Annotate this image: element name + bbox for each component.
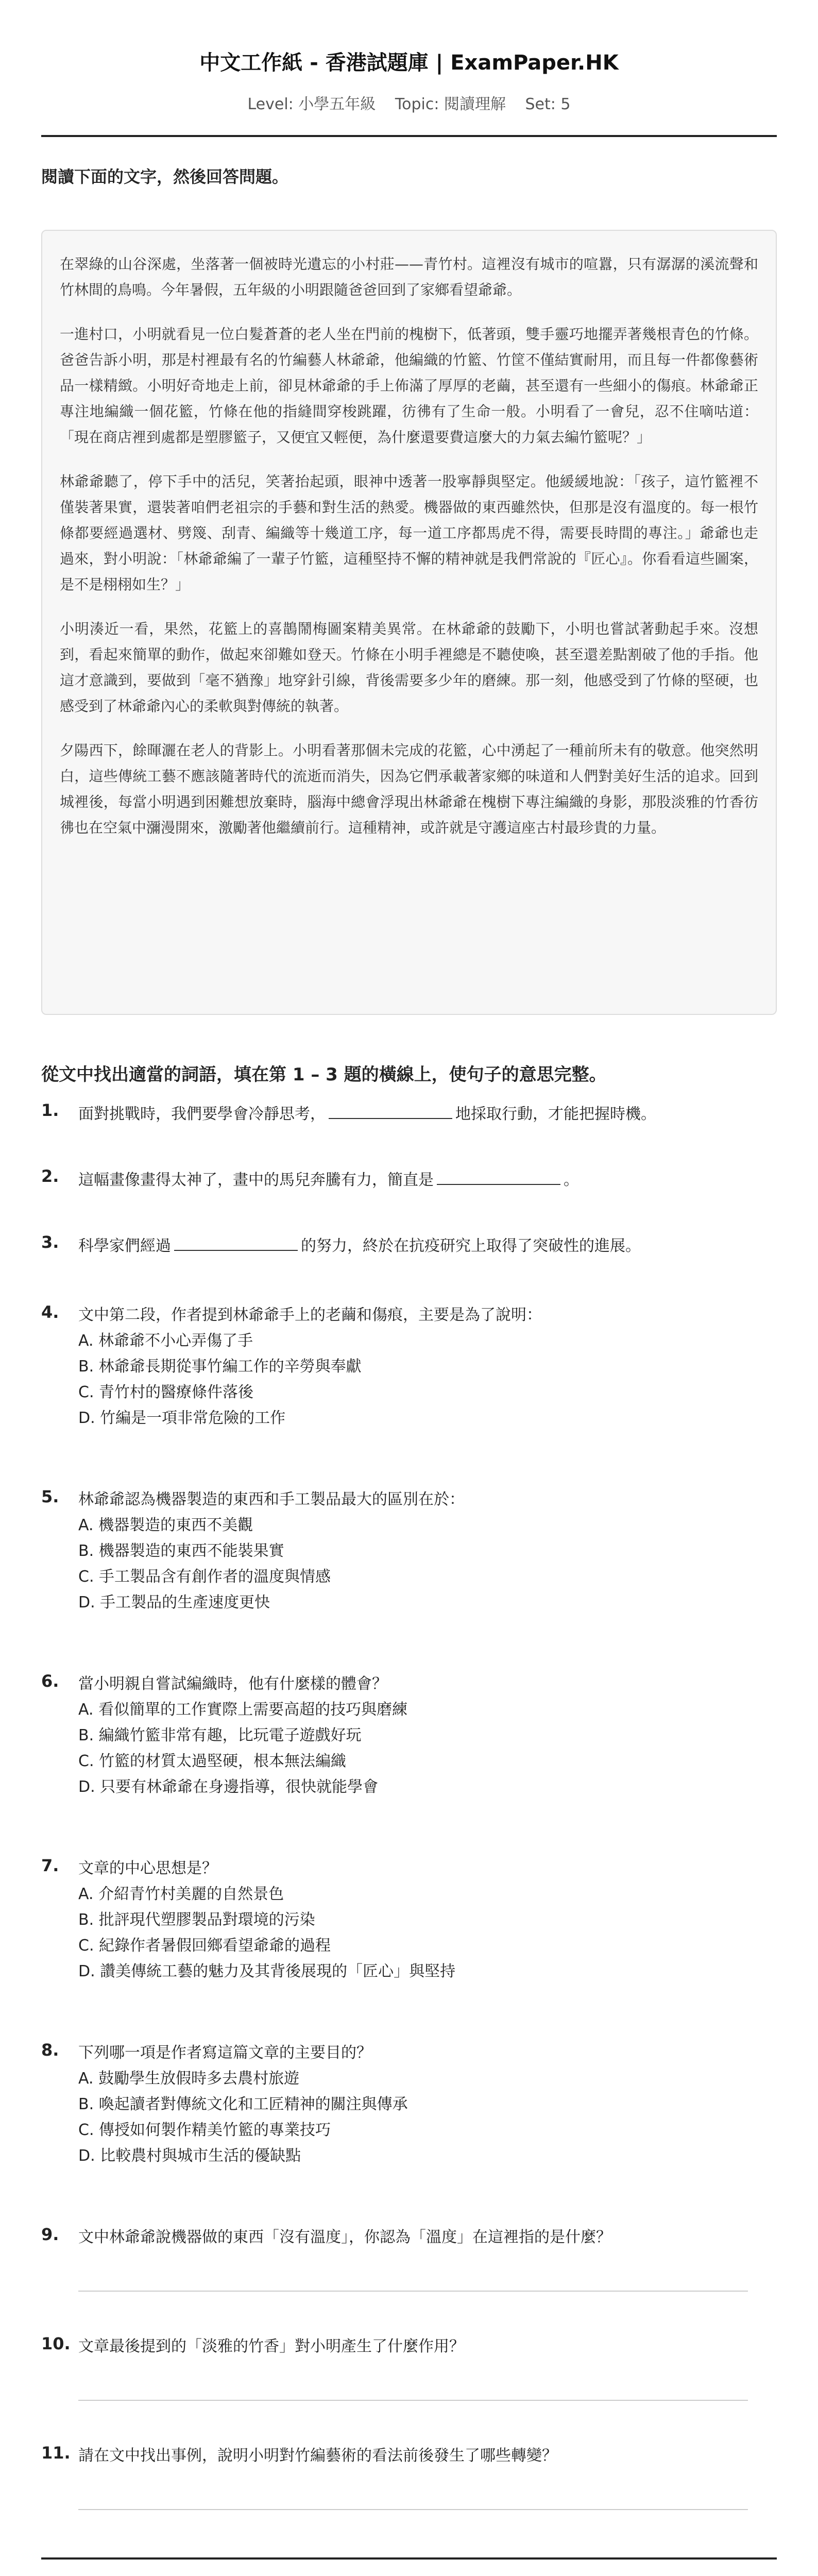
- question-10: [41, 2334, 777, 2401]
- topic-label: Topic: 閱讀理解: [395, 95, 506, 113]
- question-number: 8.: [41, 2040, 59, 2060]
- question-6: [41, 1671, 777, 1800]
- question-7: [41, 1856, 777, 1985]
- passage-paragraph: 在翠綠的山谷深處，坐落著一個被時光遺忘的小村莊——青竹村。這裡沒有城市的喧囂，只有潺潺的溪流聲和竹林間的鳥鳴。今年暑假，五年級的小明跟隨爸爸回到了家鄉看望爺爺。: [60, 256, 758, 298]
- question-text: 面對挑戰時，我們要學會冷靜思考，: [78, 1105, 326, 1123]
- option-a[interactable]: A. 看似簡單的工作實際上需要高超的技巧與磨練: [78, 1701, 408, 1719]
- option-b[interactable]: B. 林爺爺長期從事竹編工作的辛勞與奉獻: [78, 1358, 362, 1376]
- option-c[interactable]: C. 青竹村的醫療條件落後: [78, 1383, 254, 1401]
- question-9: [41, 2225, 777, 2292]
- question-text: 請在文中找出事例，說明小明對竹編藝術的看法前後發生了哪些轉變？: [78, 2447, 557, 2465]
- question-text: 這幅畫像畫得太神了，畫中的馬兒奔騰有力，簡直是: [78, 1171, 434, 1189]
- question-text: 文章最後提到的「淡雅的竹香」對小明產生了什麼作用？: [78, 2337, 465, 2355]
- set-label: Set: 5: [525, 95, 571, 113]
- fill-blank[interactable]: [437, 1166, 560, 1185]
- option-d[interactable]: D. 讚美傳統工藝的魅力及其背後展現的「匠心」與堅持: [78, 1962, 456, 1980]
- page-title: 中文工作紙 - 香港試題庫 | ExamPaper.HK: [199, 51, 619, 75]
- header-divider: [41, 135, 777, 137]
- option-c[interactable]: C. 手工製品含有創作者的溫度與情感: [78, 1568, 331, 1586]
- question-number: 1.: [41, 1100, 59, 1120]
- question-1: [41, 1100, 777, 1127]
- question-text: 林爺爺認為機器製造的東西和手工製品最大的區別在於：: [78, 1490, 465, 1509]
- passage-paragraph: 小明湊近一看，果然，花籃上的喜鵲鬧梅圖案精美異常。在林爺爺的鼓勵下，小明也嘗試著動起手來。沒想到，看起來簡單的動作，做起來卻難如登天。竹條在小明手裡總是不聽使喚，甚至還差點割破了他的手指。他這才意識到，要做到「毫不猶豫」地穿針引線，背後需要多少年的磨練。那一刻，他感受到了竹條的堅硬，也感受到了林爺爺內心的柔軟與對傳統的執著。: [60, 620, 758, 715]
- question-text: 地採取行動，才能把握時機。: [455, 1105, 656, 1123]
- fill-blank[interactable]: [329, 1100, 452, 1119]
- option-d[interactable]: D. 竹編是一項非常危險的工作: [78, 1409, 286, 1427]
- option-b[interactable]: B. 編織竹籃非常有趣，比玩電子遊戲好玩: [78, 1726, 362, 1744]
- option-a[interactable]: A. 鼓勵學生放假時多去農村旅遊: [78, 2070, 300, 2088]
- question-number: 6.: [41, 1671, 59, 1691]
- question-number: 9.: [41, 2225, 59, 2244]
- question-text: 。: [564, 1171, 579, 1189]
- question-text: 文章的中心思想是？: [78, 1859, 217, 1877]
- passage-paragraph: 林爺爺聽了，停下手中的活兒，笑著抬起頭，眼神中透著一股寧靜與堅定。他緩緩地說：「孩子，這竹籃裡不僅裝著果實，還裝著咱們老祖宗的手藝和對生活的熱愛。機器做的東西雖然快，但那是沒有溫度的。每一根竹條都要經過選材、劈篾、刮青、編織等十幾道工序，每一道工序都馬虎不得，需要長時間的專注。」爺爺也走過來，對小明說：「林爺爺編了一輩子竹籃，這種堅持不懈的精神就是我們常說的『匠心』。你看看這些圖案，是不是栩栩如生？」: [60, 473, 758, 593]
- question-text: 科學家們經過: [78, 1237, 171, 1255]
- reading-passage: [41, 230, 777, 1015]
- option-c[interactable]: C. 傳授如何製作精美竹籃的專業技巧: [78, 2121, 331, 2139]
- worksheet-header: [41, 46, 777, 114]
- question-text: 文中第二段，作者提到林爺爺手上的老繭和傷痕，主要是為了說明：: [78, 1306, 542, 1324]
- answer-line[interactable]: [78, 2291, 748, 2292]
- question-text: 的努力，終於在抗疫研究上取得了突破性的進展。: [301, 1237, 641, 1255]
- question-text: 文中林爺爺說機器做的東西「沒有溫度」，你認為「溫度」在這裡指的是什麼？: [78, 2228, 611, 2246]
- instructions: 閱讀下面的文字，然後回答問題。: [41, 167, 289, 187]
- section-title: 從文中找出適當的詞語，填在第 1 – 3 題的橫線上，使句子的意思完整。: [41, 1064, 607, 1085]
- question-text: 當小明親自嘗試編織時，他有什麼樣的體會？: [78, 1675, 387, 1693]
- question-number: 4.: [41, 1302, 59, 1322]
- footer-divider: [41, 2557, 777, 2560]
- option-a[interactable]: A. 機器製造的東西不美觀: [78, 1516, 253, 1534]
- question-3: [41, 1232, 777, 1259]
- question-11: [41, 2443, 777, 2510]
- option-d[interactable]: D. 比較農村與城市生活的優缺點: [78, 2147, 301, 2165]
- worksheet-meta: [41, 91, 777, 114]
- passage-paragraph: 一進村口，小明就看見一位白髮蒼蒼的老人坐在門前的槐樹下，低著頭，雙手靈巧地擺弄著幾根青色的竹條。爸爸告訴小明，那是村裡最有名的竹編藝人林爺爺，他編織的竹籃、竹筐不僅結實耐用，而且每一件都像藝術品一樣精緻。小明好奇地走上前，卻見林爺爺的手上佈滿了厚厚的老繭，甚至還有一些細小的傷痕。林爺爺正專注地編織一個花籃，竹條在他的指縫間穿梭跳躍，彷彿有了生命一般。小明看了一會兒，忍不住嘀咕道：「現在商店裡到處都是塑膠籃子，又便宜又輕便，為什麼還要費這麼大的力氣去編竹籃呢？」: [60, 326, 758, 446]
- option-b[interactable]: B. 喚起讀者對傳統文化和工匠精神的關注與傳承: [78, 2095, 408, 2113]
- question-8: [41, 2040, 777, 2169]
- question-number: 5.: [41, 1487, 59, 1506]
- option-d[interactable]: D. 只要有林爺爺在身邊指導，很快就能學會: [78, 1778, 379, 1796]
- question-4: [41, 1302, 777, 1431]
- question-5: [41, 1487, 777, 1616]
- level-label: Level: 小學五年級: [247, 95, 376, 113]
- question-number: 10.: [41, 2334, 71, 2353]
- option-a[interactable]: A. 林爺爺不小心弄傷了手: [78, 1332, 253, 1350]
- option-b[interactable]: B. 機器製造的東西不能裝果實: [78, 1542, 284, 1560]
- question-number: 3.: [41, 1232, 59, 1252]
- question-number: 11.: [41, 2443, 71, 2463]
- option-d[interactable]: D. 手工製品的生產速度更快: [78, 1594, 270, 1612]
- option-b[interactable]: B. 批評現代塑膠製品對環境的污染: [78, 1911, 315, 1929]
- question-2: [41, 1166, 777, 1193]
- question-text: 下列哪一項是作者寫這篇文章的主要目的？: [78, 2044, 372, 2062]
- passage-paragraph: 夕陽西下，餘暉灑在老人的背影上。小明看著那個未完成的花籃，心中湧起了一種前所未有的敬意。他突然明白，這些傳統工藝不應該隨著時代的流逝而消失，因為它們承載著家鄉的味道和人們對美好生活的追求。回到城裡後，每當小明遇到困難想放棄時，腦海中總會浮現出林爺爺在槐樹下專注編織的身影，那股淡雅的竹香彷彿也在空氣中瀰漫開來，激勵著他繼續前行。這種精神，或許就是守護這座古村最珍貴的力量。: [60, 742, 758, 836]
- option-a[interactable]: A. 介紹青竹村美麗的自然景色: [78, 1885, 284, 1903]
- answer-line[interactable]: [78, 2400, 748, 2401]
- question-number: 2.: [41, 1166, 59, 1186]
- fill-blank[interactable]: [174, 1232, 298, 1251]
- option-c[interactable]: C. 竹籃的材質太過堅硬，根本無法編織: [78, 1752, 347, 1770]
- question-number: 7.: [41, 1856, 59, 1875]
- option-c[interactable]: C. 紀錄作者暑假回鄉看望爺爺的過程: [78, 1937, 331, 1955]
- answer-line[interactable]: [78, 2509, 748, 2510]
